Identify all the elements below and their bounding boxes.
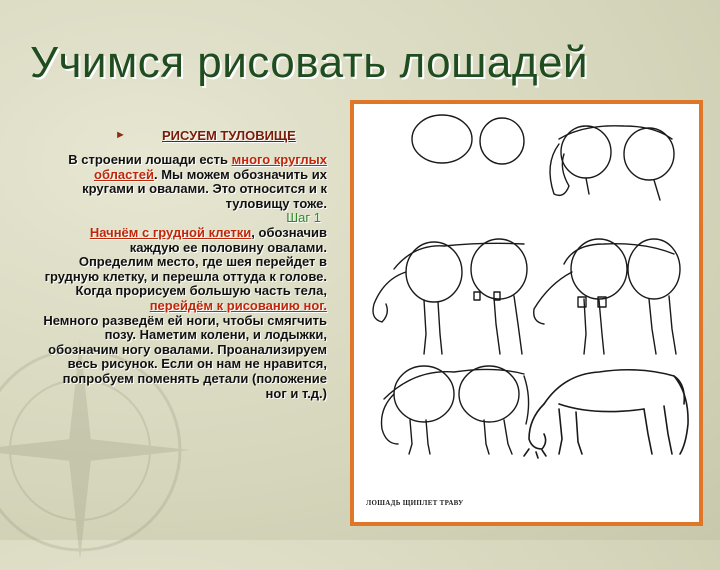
paragraph-3: Определим место, где шея перейдет в грудную клетку, и перешла оттуда к голове. Когда прорисуем большую часть тела, bbox=[44, 254, 327, 299]
sketch-stage-2 bbox=[550, 126, 674, 200]
paragraph-1: В строении лошади есть много круглых областей. Мы можем обозначить их кругами и овалами. Это относится и к туловищу тоже. bbox=[68, 152, 327, 211]
instruction-text bbox=[42, 153, 327, 401]
sketch-stage-1 bbox=[412, 115, 524, 164]
paragraph-5: Немного разведём ей ноги, чтобы смягчить позу. Наметим колени, и лодыжки, обозначим ногу овалами. Проанализируем весь рисунок. Если он нам не нравится, попробуем поменять детали (положение ног и т.д.) bbox=[43, 312, 327, 401]
step-label: Шаг 1 bbox=[286, 210, 321, 226]
highlight-chest: Начнём с грудной клетки bbox=[89, 224, 252, 240]
paragraph-4 bbox=[42, 299, 327, 314]
figure-caption: ЛОШАДЬ ЩИПЛЕТ ТРАВУ bbox=[366, 499, 464, 507]
sketch-stage-3 bbox=[373, 239, 527, 354]
horse-drawing-figure bbox=[350, 100, 703, 526]
section-heading: РИСУЕМ ТУЛОВИЩЕ bbox=[162, 128, 296, 143]
highlight-legs: перейдём к рисованию ног. bbox=[149, 297, 327, 313]
arrow-bullet-icon: ► bbox=[115, 129, 126, 141]
sketch-stage-5 bbox=[382, 366, 529, 454]
sketch-stage-4 bbox=[534, 239, 680, 354]
paragraph-2: Начнём с грудной клетки, обозначив каждую ее половину овалами. bbox=[89, 224, 327, 255]
slide-title: Учимся рисовать лошадей bbox=[30, 38, 589, 87]
horse-sketches bbox=[354, 104, 699, 522]
sketch-stage-6 bbox=[524, 370, 688, 458]
highlight-round-areas: много круглых областей bbox=[94, 152, 327, 182]
